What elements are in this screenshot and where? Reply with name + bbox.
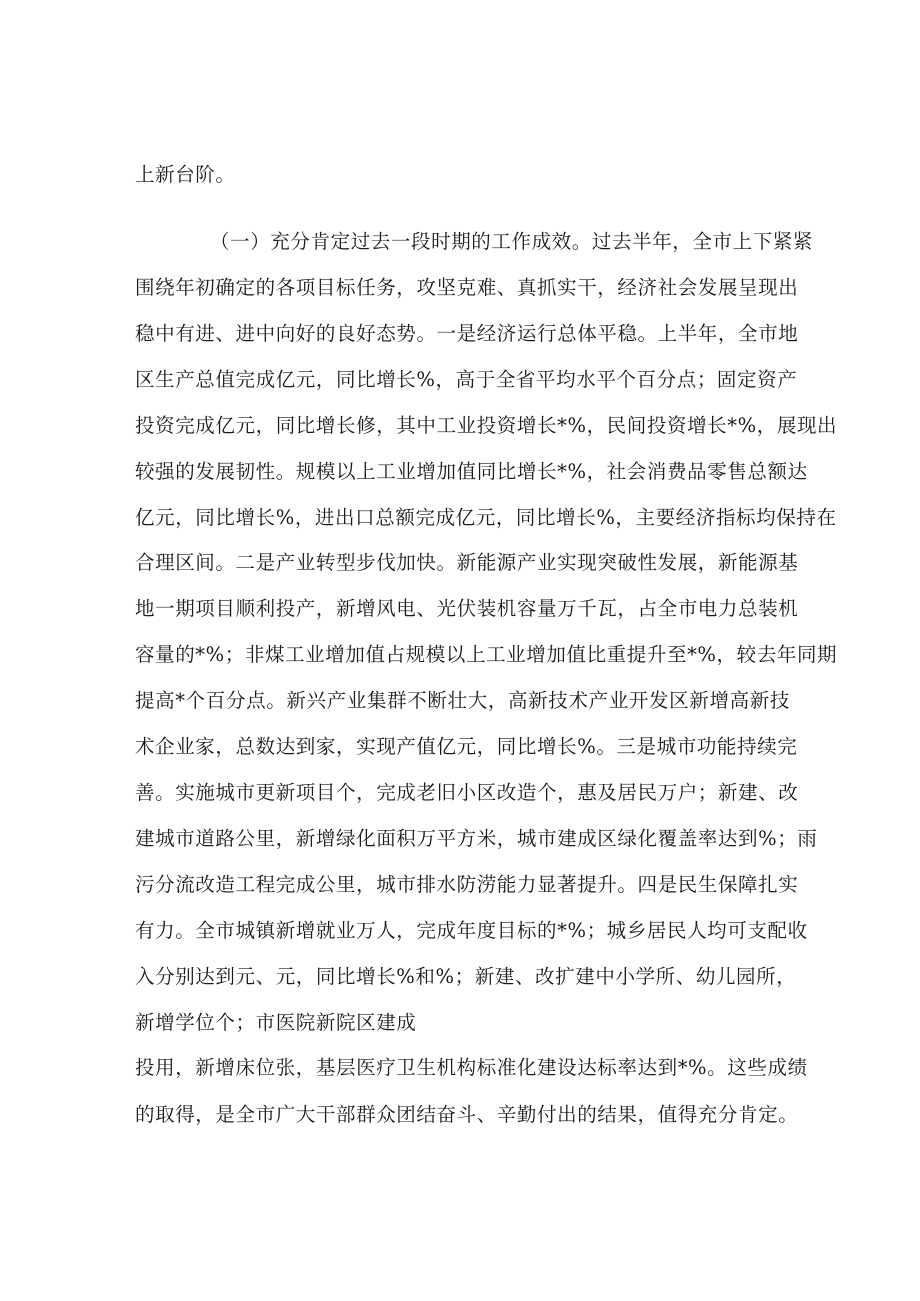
text-line-19: 新增学位个；市医院新院区建成	[135, 1011, 417, 1034]
text-line-17: 有力。全市城镇新增就业万人，完成年度目标的*%；城乡居民人均可支配收	[135, 919, 808, 942]
text-line-1: 上新台阶。	[135, 163, 236, 186]
text-line-10: 地一期项目顺利投产，新增风电、光伏装机容量万千瓦，占全市电力总装机	[135, 597, 799, 620]
text-line-5: 区生产总值完成亿元，同比增长%，高于全省平均水平个百分点；固定资产	[135, 368, 798, 391]
text-line-15: 建城市道路公里，新增绿化面积万平方米，城市建成区绿化覆盖率达到%；雨	[135, 827, 818, 850]
text-line-8: 亿元，同比增长%，进出口总额完成亿元，同比增长%，主要经济指标均保持在	[135, 506, 837, 529]
text-line-6: 投资完成亿元，同比增长修，其中工业投资增长*%，民间投资增长*%，展现出	[135, 414, 838, 437]
text-line-12: 提高*个百分点。新兴产业集群不断壮大，高新技术产业开发区新增高新技	[135, 689, 790, 712]
text-line-14: 善。实施城市更新项目个，完成老旧小区改造个，惠及居民万户；新建、改	[135, 781, 799, 804]
text-line-3: 围绕年初确定的各项目标任务，攻坚克难、真抓实干，经济社会发展呈现出	[135, 276, 799, 299]
text-line-2: （一）充分肯定过去一段时期的工作成效。过去半年，全市上下紧紧	[210, 230, 814, 253]
text-line-20: 投用，新增床位张，基层医疗卫生机构标准化建设达标率达到*%。这些成绩	[135, 1056, 808, 1079]
text-line-9: 合理区间。二是产业转型步伐加快。新能源产业实现突破性发展，新能源基	[135, 551, 799, 574]
text-line-16: 污分流改造工程完成公里，城市排水防涝能力显著提升。四是民生保障扎实	[135, 873, 799, 896]
text-line-11: 容量的*%；非煤工业增加值占规模以上工业增加值比重提升至*%，较去年同期	[135, 643, 838, 666]
text-line-7: 较强的发展韧性。规模以上工业增加值同比增长*%，社会消费品零售总额达	[135, 460, 808, 483]
text-line-21: 的取得，是全市广大干部群众团结奋斗、辛勤付出的结果，值得充分肯定。	[135, 1103, 799, 1126]
text-line-18: 入分别达到元、元，同比增长%和%；新建、改扩建中小学所、幼儿园所，	[135, 965, 797, 988]
text-line-13: 术企业家，总数达到家，实现产值亿元，同比增长%。三是城市功能持续完	[135, 735, 798, 758]
text-line-4: 稳中有进、进中向好的良好态势。一是经济运行总体平稳。上半年，全市地	[135, 322, 799, 345]
